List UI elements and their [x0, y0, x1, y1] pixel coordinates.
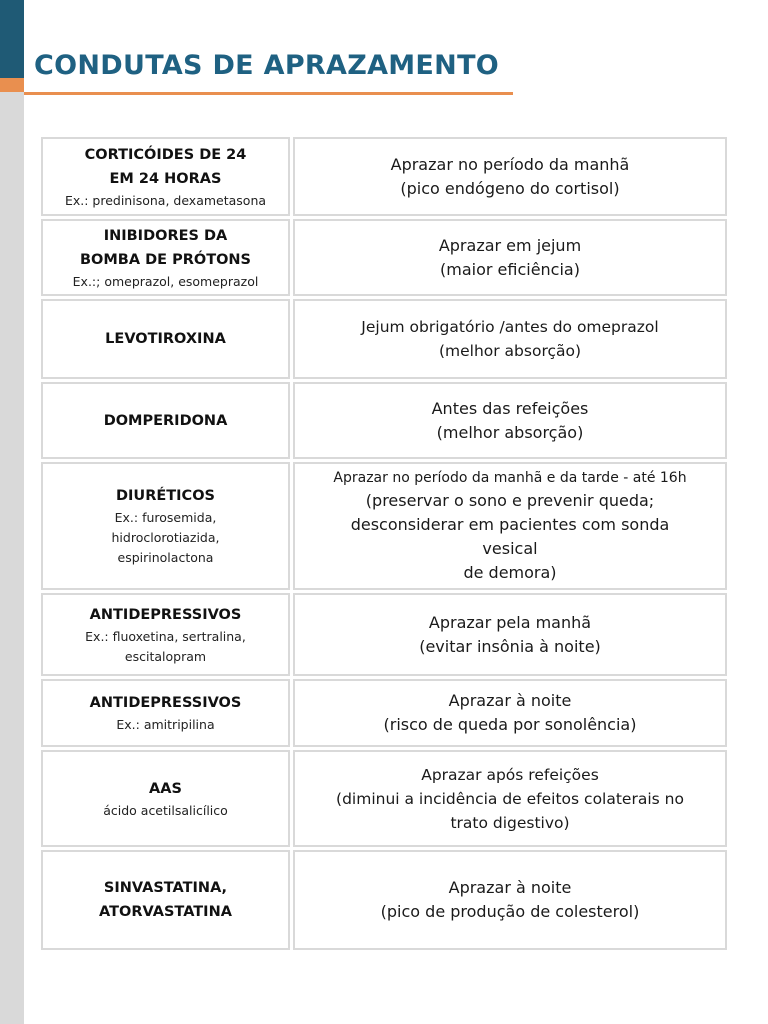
drug-cell [41, 679, 290, 747]
drug-name: SINVASTATINA, ATORVASTATINA [99, 880, 232, 920]
instruction-text: Aprazar pela manhã (evitar insônia à noite) [419, 612, 601, 656]
drug-name: ANTIDEPRESSIVOS [89, 606, 242, 623]
sidebar-orange-block [0, 78, 24, 92]
title-underline [24, 92, 513, 95]
drug-example: ácido acetilsalicílico [103, 802, 228, 818]
sidebar-blue-block [0, 0, 24, 78]
instruction-cell [293, 382, 727, 459]
drug-cell [41, 137, 290, 216]
drug-example: Ex.: predinisona, dexametasona [64, 192, 267, 208]
table-row [41, 219, 727, 296]
instruction-cell [293, 299, 727, 379]
instruction-text: (preservar o sono e prevenir queda; desconsiderar em pacientes com sonda vesical de demora) [350, 491, 670, 582]
instruction-cell [293, 462, 727, 590]
instruction-text: Jejum obrigatório /antes do omeprazol (melhor absorção) [361, 318, 659, 360]
table-row [41, 750, 727, 847]
instruction-cell [293, 137, 727, 216]
drug-example: Ex.: furosemida, hidroclorotiazida, espirinolactona [111, 510, 220, 565]
instruction-text: Aprazar à noite (pico de produção de colesterol) [380, 878, 640, 921]
drug-name: DIURÉTICOS [116, 488, 215, 504]
instruction-text: Aprazar em jejum (maior eficiência) [438, 235, 582, 279]
instruction-text-line1: Aprazar no período da manhã e da tarde - até 16h [333, 470, 687, 486]
page-title: CONDUTAS DE APRAZAMENTO [34, 50, 500, 81]
instruction-cell [293, 750, 727, 847]
schedule-table [41, 137, 727, 953]
drug-name: LEVOTIROXINA [105, 331, 226, 347]
table-row [41, 299, 727, 379]
table-row [41, 462, 727, 590]
drug-example: Ex.:; omeprazol, esomeprazol [72, 273, 259, 289]
drug-cell [41, 299, 290, 379]
drug-name: AAS [149, 780, 182, 797]
table-row [41, 137, 727, 216]
instruction-cell [293, 593, 727, 676]
drug-name: CORTICÓIDES DE 24 EM 24 HORAS [84, 146, 247, 187]
table-row [41, 850, 727, 950]
drug-cell [41, 382, 290, 459]
drug-cell [41, 593, 290, 676]
sidebar-gray-strip [0, 0, 24, 1024]
drug-name: ANTIDEPRESSIVOS [89, 695, 242, 711]
drug-example: Ex.: amitripilina [116, 717, 215, 732]
table-row [41, 679, 727, 747]
instruction-text: Aprazar à noite (risco de queda por sonolência) [383, 691, 637, 734]
table-row [41, 593, 727, 676]
drug-example: Ex.: fluoxetina, sertralina, escitalopram [85, 628, 246, 664]
instruction-cell [293, 679, 727, 747]
drug-name: INIBIDORES DA BOMBA DE PRÓTONS [79, 227, 252, 268]
instruction-text: Aprazar após refeições (diminui a incidência de efeitos colaterais no trato digestivo) [336, 765, 684, 832]
instruction-text: Antes das refeições (melhor absorção) [431, 398, 589, 442]
instruction-cell [293, 850, 727, 950]
drug-name: DOMPERIDONA [103, 412, 228, 429]
instruction-text: Aprazar no período da manhã (pico endógeno do cortisol) [390, 154, 630, 198]
drug-cell [41, 750, 290, 847]
table-row [41, 382, 727, 459]
drug-cell [41, 850, 290, 950]
drug-cell [41, 219, 290, 296]
instruction-cell [293, 219, 727, 296]
drug-cell [41, 462, 290, 590]
